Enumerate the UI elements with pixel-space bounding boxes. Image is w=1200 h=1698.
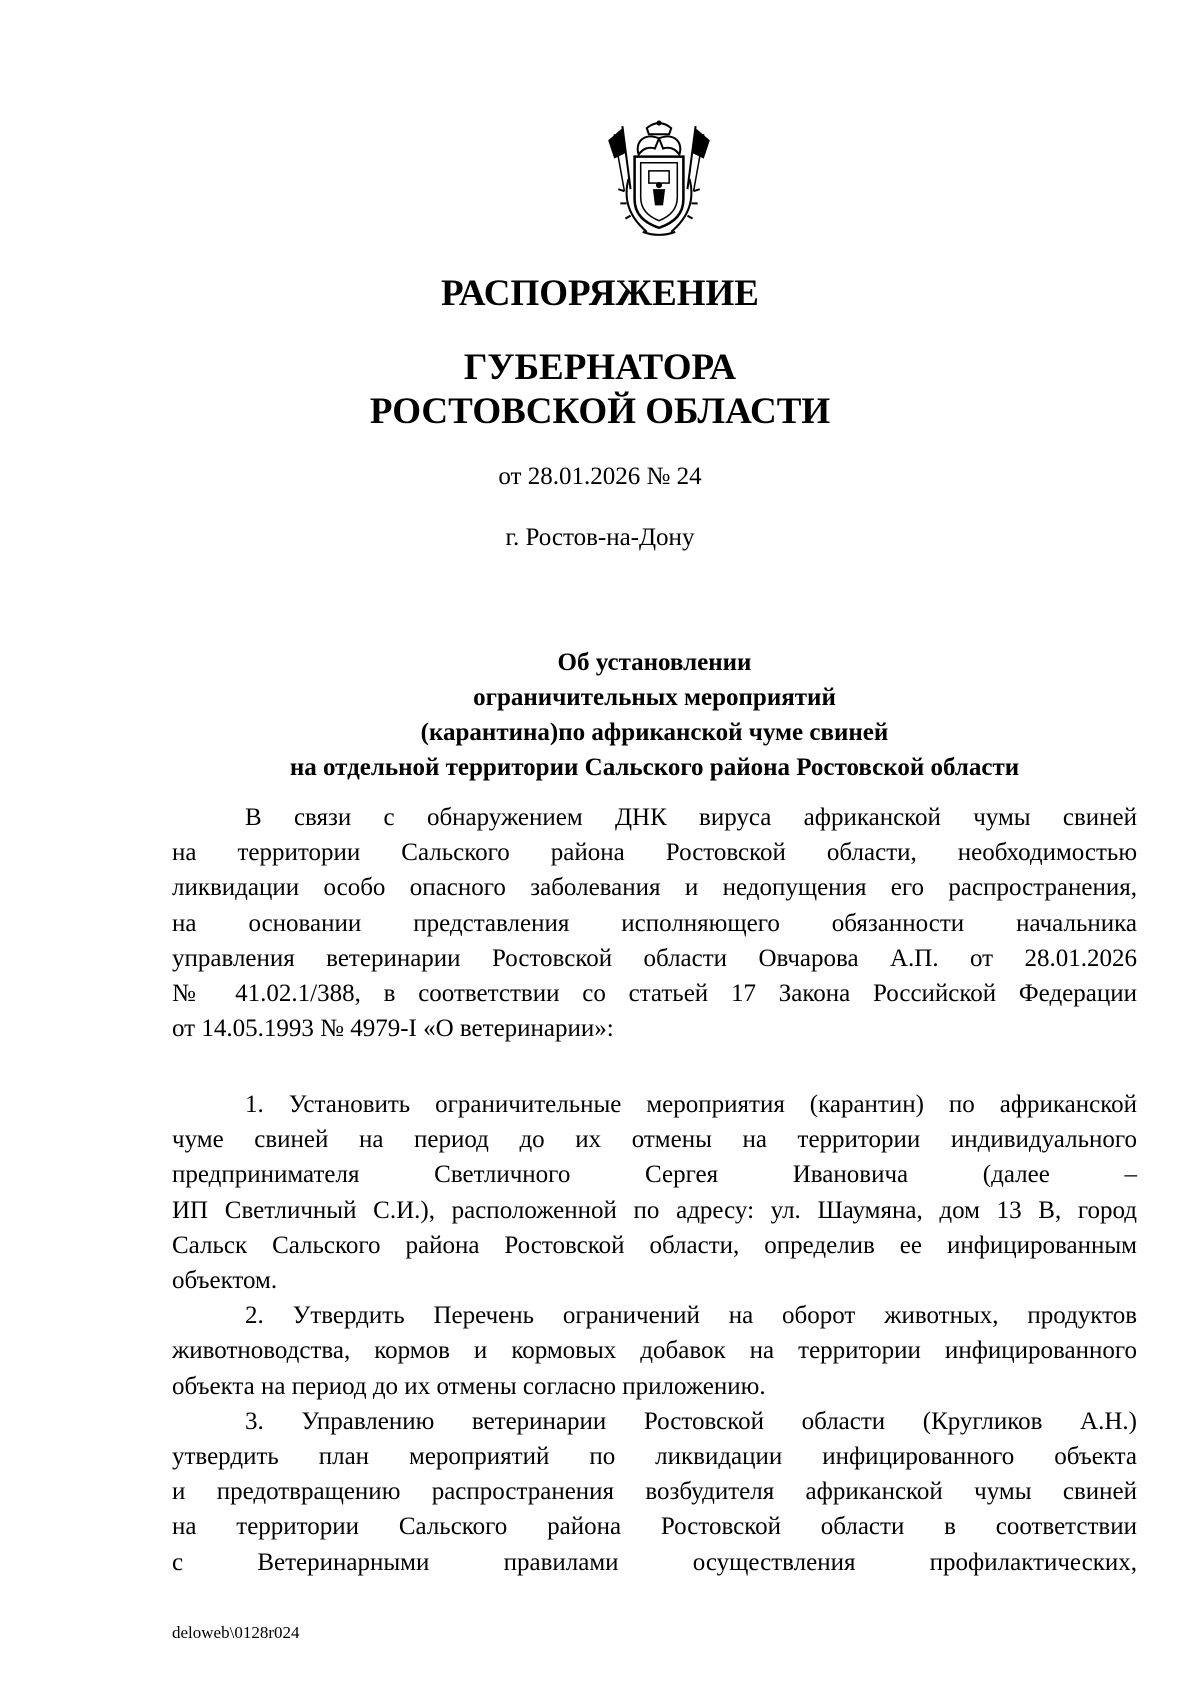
text-line: на территории Сальского района Ростовской области, необходимостью xyxy=(172,839,1137,867)
text-line: № 41.02.1/388, в соответствии со статьей 17 Закона Российской Федерации xyxy=(172,980,1137,1008)
issuer-line-2: РОСТОВСКОЙ ОБЛАСТИ xyxy=(369,391,831,432)
text-line: животноводства, кормов и кормовых добавок на территории инфицированного xyxy=(172,1337,1137,1365)
text-line: 1. Установить ограничительные мероприятия (карантин) по африканской xyxy=(245,1091,1137,1118)
text-line: В связи с обнаружением ДНК вируса африканской чумы свиней xyxy=(245,804,1137,831)
preamble-paragraph xyxy=(172,800,1137,1046)
document-date-number: от 28.01.2026 № 24 xyxy=(498,463,702,490)
text-line: объектом. xyxy=(172,1267,278,1295)
document-code: deloweb\0128r024 xyxy=(172,1623,300,1642)
text-line: от 14.05.1993 № 4979-I «О ветеринарии»: xyxy=(172,1015,614,1043)
subject-line: на отдельной территории Сальского района Ростовской области xyxy=(289,754,1020,781)
document-subject xyxy=(172,645,1137,785)
text-line: на основании представления исполняющего обязанности начальника xyxy=(172,909,1137,937)
coat-of-arms-icon xyxy=(598,118,720,240)
order-items xyxy=(172,1087,1137,1580)
issuer-line-1: ГУБЕРНАТОРА xyxy=(463,347,737,388)
text-line: на территории Сальского района Ростовской области в соответствии xyxy=(172,1513,1137,1541)
text-line: и предотвращению распространения возбудителя африканской чумы свиней xyxy=(172,1478,1137,1506)
text-line: чуме свиней на период до их отмены на территории индивидуального xyxy=(172,1126,1137,1154)
text-line: 2. Утвердить Перечень ограничений на оборот животных, продуктов xyxy=(245,1302,1137,1330)
text-line: ИП Светличный С.И.), расположенной по адресу: ул. Шаумяна, дом 13 В, город xyxy=(172,1196,1137,1224)
order-item-3 xyxy=(172,1404,1137,1580)
subject-line: Об установлении xyxy=(557,649,752,676)
subject-line: ограничительных мероприятий xyxy=(473,684,836,711)
order-item-1 xyxy=(172,1087,1137,1298)
text-line: объекта на период до их отмены согласно приложению. xyxy=(172,1372,766,1400)
text-line: утвердить план мероприятий по ликвидации инфицированного объекта xyxy=(172,1443,1137,1471)
text-line: предпринимателя Светличного Сергея Ивановича (далее – xyxy=(172,1161,1137,1189)
document-city: г. Ростов-на-Дону xyxy=(505,524,695,551)
text-line: с Ветеринарными правилами осуществления профилактических, xyxy=(172,1548,1137,1576)
text-line: управления ветеринарии Ростовской области Овчарова А.П. от 28.01.2026 xyxy=(172,944,1137,972)
text-line: ликвидации особо опасного заболевания и недопущения его распространения, xyxy=(172,874,1137,902)
text-line: 3. Управлению ветеринарии Ростовской области (Кругликов А.Н.) xyxy=(245,1407,1137,1435)
document-type-title: РАСПОРЯЖЕНИЕ xyxy=(440,273,759,314)
subject-line: (карантина)по африканской чуме свиней xyxy=(420,719,889,746)
text-line: Сальск Сальского района Ростовской области, определив ее инфицированным xyxy=(172,1231,1137,1259)
order-item-2 xyxy=(172,1298,1137,1404)
